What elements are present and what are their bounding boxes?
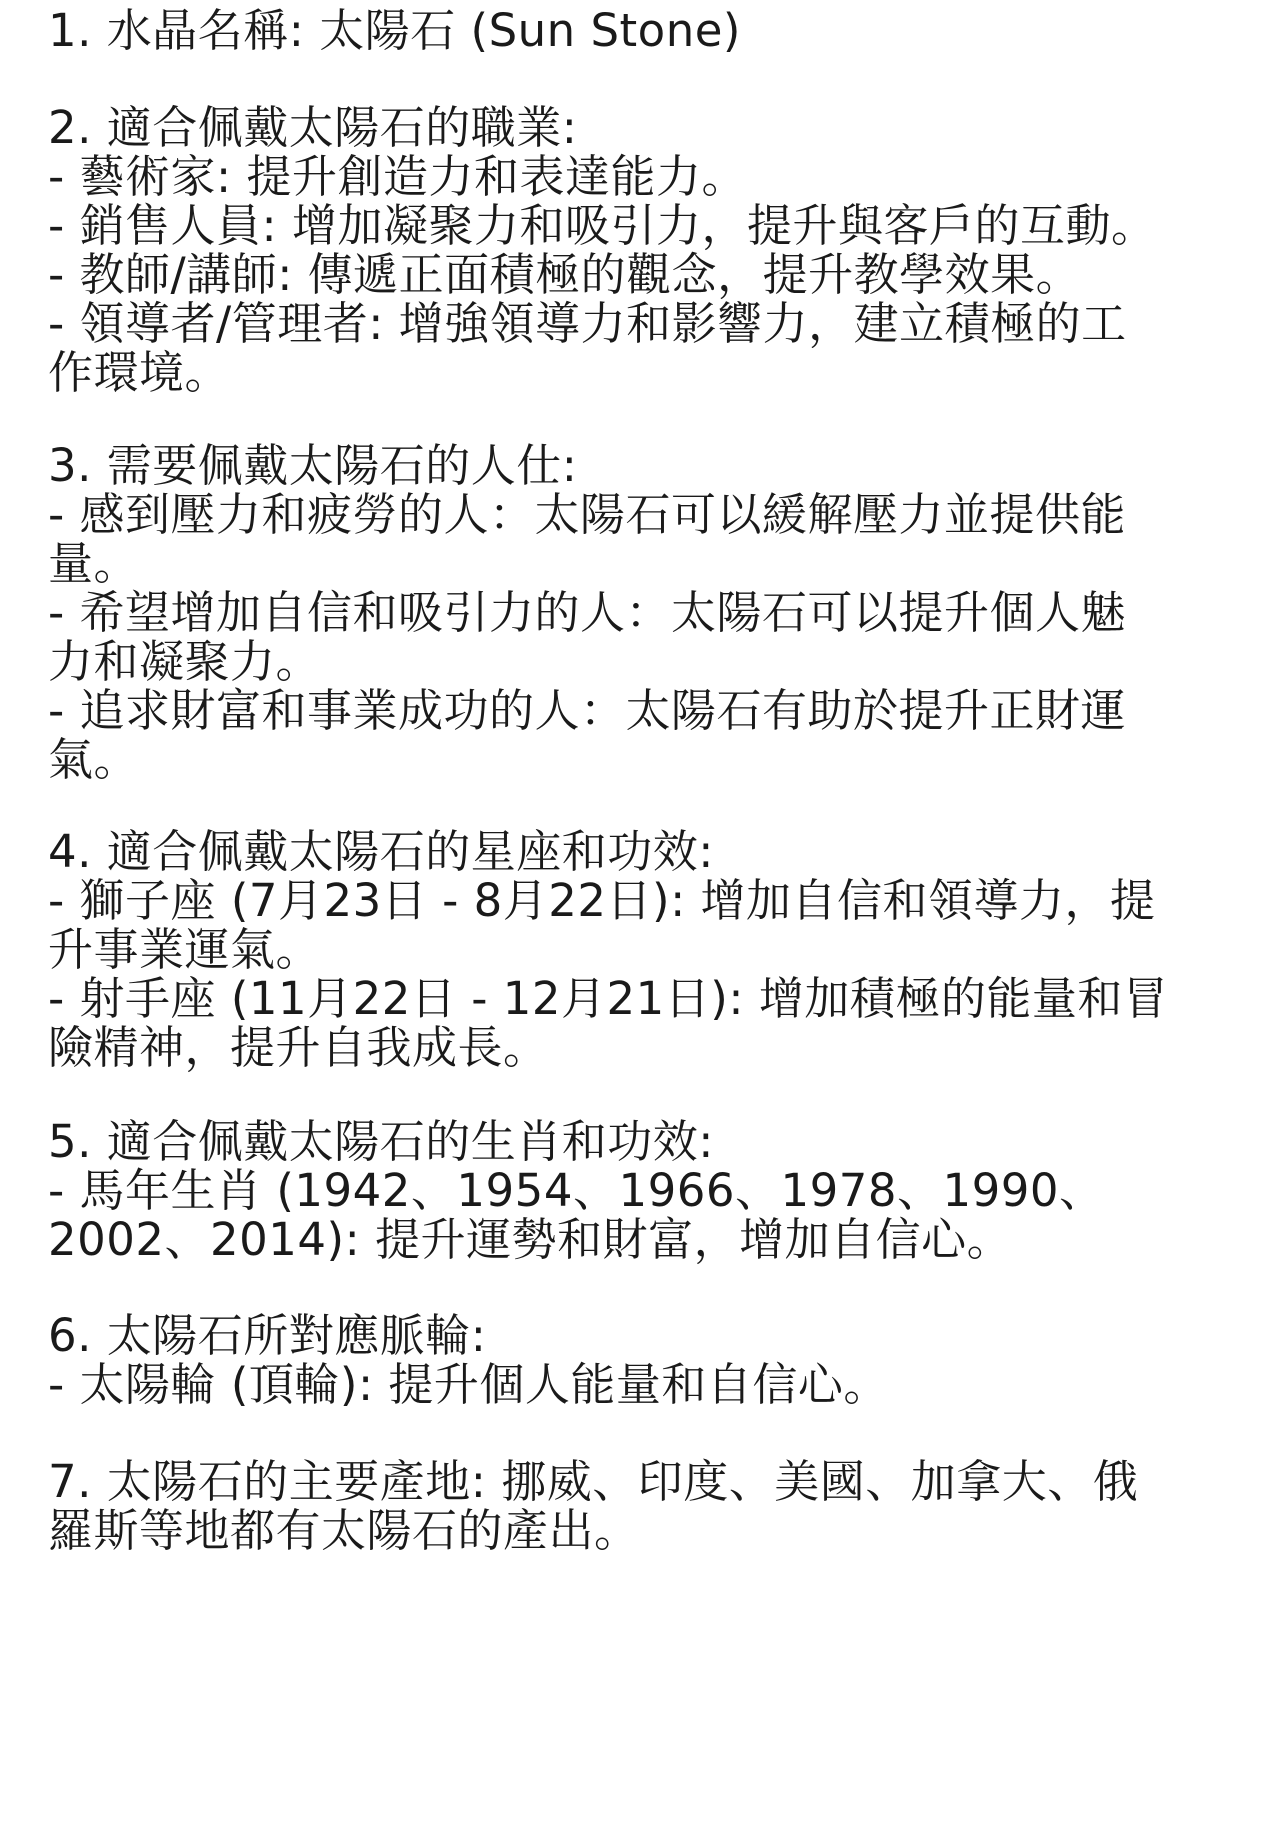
section-2-line: 作環境。 [48, 346, 231, 399]
section-4-line: - 射手座 (11月22日 - 12月21日): 增加積極的能量和冒 [48, 972, 1169, 1025]
section-4-line: 險精神，提升自我成長。 [48, 1021, 549, 1074]
section-5 [48, 1113, 1238, 1268]
section-2-title: 2. 適合佩戴太陽石的職業: [48, 101, 578, 154]
section-2-line: - 銷售人員: 增加凝聚力和吸引力，提升與客戶的互動。 [48, 199, 1157, 252]
section-3-line: 量。 [48, 537, 140, 590]
section-5-line: 2002、2014): 提升運勢和財富，增加自信心。 [48, 1213, 1013, 1266]
section-2-line: - 領導者/管理者: 增強領導力和影響力，建立積極的工 [48, 297, 1127, 350]
section-5-title: 5. 適合佩戴太陽石的生肖和功效: [48, 1115, 714, 1168]
section-6 [48, 1307, 1238, 1413]
section-3-line: - 希望增加自信和吸引力的人：太陽石可以提升個人魅 [48, 586, 1127, 639]
section-4-line: - 獅子座 (7月23日 - 8月22日): 增加自信和領導力，提 [48, 874, 1156, 927]
section-3-title: 3. 需要佩戴太陽石的人仕: [48, 439, 578, 492]
section-7-line: 羅斯等地都有太陽石的產出。 [48, 1504, 640, 1557]
section-3-line: - 追求財富和事業成功的人：太陽石有助於提升正財運 [48, 684, 1127, 737]
section-5-line: - 馬年生肖 (1942、1954、1966、1978、1990、 [48, 1164, 1105, 1217]
section-4 [48, 823, 1238, 1076]
section-3-line: - 感到壓力和疲勞的人：太陽石可以緩解壓力並提供能 [48, 488, 1127, 541]
section-3 [48, 437, 1238, 788]
section-6-line: - 太陽輪 (頂輪): 提升個人能量和自信心。 [48, 1358, 889, 1411]
section-3-line: 氣。 [48, 733, 140, 786]
section-7-line: 7. 太陽石的主要產地: 挪威、印度、美國、加拿大、俄 [48, 1455, 1139, 1508]
section-2 [48, 99, 1238, 401]
section-3-line: 力和凝聚力。 [48, 635, 322, 688]
section-4-title: 4. 適合佩戴太陽石的星座和功效: [48, 825, 714, 878]
section-4-line: 升事業運氣。 [48, 923, 322, 976]
section-7 [48, 1453, 1238, 1559]
section-2-line: - 教師/講師: 傳遞正面積極的觀念，提升教學效果。 [48, 248, 1082, 301]
section-1-title: 1. 水晶名稱: 太陽石 (Sun Stone) [48, 4, 741, 57]
section-6-title: 6. 太陽石所對應脈輪: [48, 1309, 487, 1362]
section-2-line: - 藝術家: 提升創造力和表達能力。 [48, 150, 748, 203]
